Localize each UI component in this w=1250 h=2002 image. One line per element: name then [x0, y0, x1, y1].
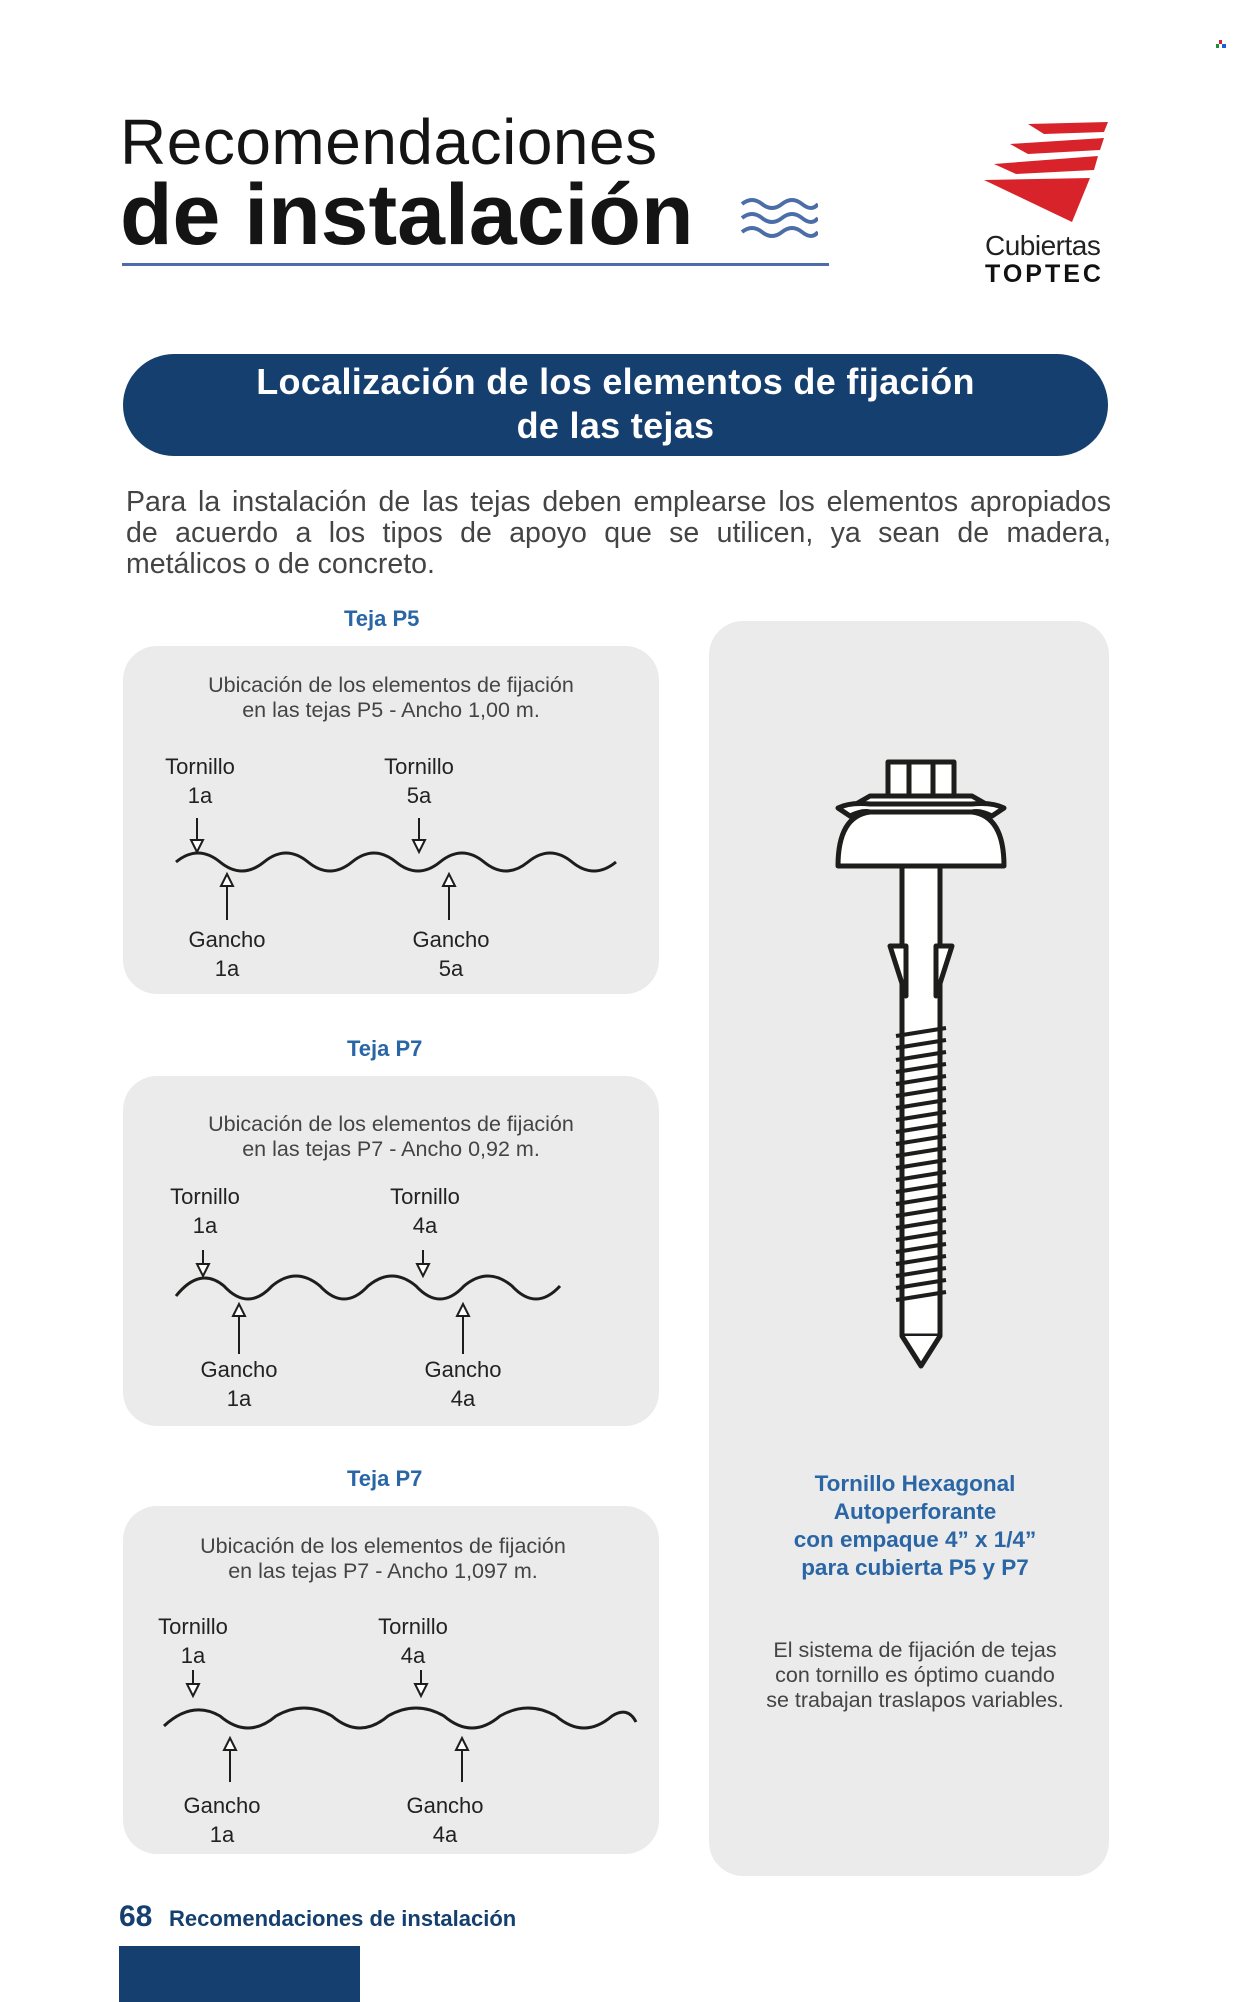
panel-caption — [123, 673, 659, 723]
down-arrow-icon — [187, 1670, 199, 1696]
hook-label-text: Gancho — [183, 1793, 261, 1818]
screw-code: 1a — [192, 1213, 218, 1238]
up-arrow-icon — [224, 1738, 236, 1782]
down-arrow-icon — [191, 818, 203, 852]
screw-label-a — [145, 1182, 265, 1240]
title-underline — [122, 263, 829, 266]
down-arrow-icon — [415, 1670, 427, 1696]
screw-description — [720, 1638, 1110, 1713]
screw-label-text: Tornillo — [170, 1184, 240, 1209]
screw-code: 1a — [180, 1643, 206, 1668]
hook-label-text: Gancho — [424, 1357, 502, 1382]
down-arrow-icon — [417, 1250, 429, 1276]
section-title-p5: Teja P5 — [344, 606, 420, 631]
page-number: 68 — [119, 1900, 153, 1933]
color-mark-icon — [1216, 40, 1226, 48]
screw-label-text: Tornillo — [158, 1614, 228, 1639]
hook-label-text: Gancho — [412, 927, 490, 952]
caption-line-1: Ubicación de los elementos de fijación — [200, 1534, 566, 1558]
panel-caption — [123, 1112, 659, 1162]
hook-label-b — [403, 1355, 523, 1413]
hook-label-b — [385, 1791, 505, 1849]
screw-title — [709, 1470, 1121, 1582]
section-title-p7-a: Teja P7 — [347, 1036, 423, 1061]
screw-label-b — [359, 752, 479, 810]
screw-label-b — [365, 1182, 485, 1240]
title-line-2: de instalación — [120, 167, 694, 263]
screw-label-a — [140, 752, 260, 810]
screw-label-a — [133, 1612, 253, 1670]
hook-label-text: Gancho — [188, 927, 266, 952]
up-arrow-icon — [457, 1304, 469, 1354]
tile-profile-p7-b — [158, 1670, 648, 1784]
hook-code: 1a — [226, 1386, 252, 1411]
screw-label-text: Tornillo — [378, 1614, 448, 1639]
tile-profile-p5 — [170, 812, 620, 922]
caption-line-1: Ubicación de los elementos de fijación — [208, 673, 574, 697]
caption-line-1: Ubicación de los elementos de fijación — [208, 1112, 574, 1136]
hook-code: 4a — [450, 1386, 476, 1411]
up-arrow-icon — [233, 1304, 245, 1354]
hook-label-b — [391, 925, 511, 983]
footer-bar — [119, 1946, 360, 2002]
caption-line-2: en las tejas P7 - Ancho 0,92 m. — [242, 1137, 540, 1161]
caption-line-2: en las tejas P7 - Ancho 1,097 m. — [228, 1559, 538, 1583]
title-line-1: Recomendaciones — [120, 106, 658, 178]
screw-title-line: para cubierta P5 y P7 — [801, 1555, 1029, 1580]
footer-title: Recomendaciones de instalación — [169, 1906, 517, 1931]
banner-line-1: Localización de los elementos de fijación — [256, 361, 975, 402]
screw-code: 5a — [406, 783, 432, 808]
section-title-p7-b: Teja P7 — [347, 1466, 423, 1491]
screw-label-text: Tornillo — [384, 754, 454, 779]
up-arrow-icon — [456, 1738, 468, 1782]
hook-code: 5a — [438, 956, 464, 981]
down-arrow-icon — [197, 1250, 209, 1276]
panel-caption — [115, 1534, 651, 1584]
down-arrow-icon — [413, 818, 425, 852]
tile-profile-p7-a — [170, 1246, 570, 1356]
section-banner — [123, 354, 1108, 456]
screw-code: 4a — [400, 1643, 426, 1668]
screw-label-b — [353, 1612, 473, 1670]
logo-name: Cubiertas — [985, 230, 1101, 261]
hook-code: 1a — [209, 1822, 235, 1847]
screw-desc-line: con tornillo es óptimo cuando — [775, 1663, 1055, 1687]
waves-icon — [740, 196, 818, 244]
intro-paragraph: Para la instalación de las tejas deben emplearse los elementos apropiados de acuerdo a los tipos de apoyo que se utilicen, ya sean de madera, metálicos o de concreto. — [126, 486, 1111, 580]
hook-label-a — [179, 1355, 299, 1413]
screw-code: 4a — [412, 1213, 438, 1238]
hook-code: 4a — [432, 1822, 458, 1847]
up-arrow-icon — [443, 874, 455, 920]
screw-desc-line: se trabajan traslapos variables. — [766, 1688, 1064, 1712]
screw-title-line: Tornillo Hexagonal — [814, 1471, 1016, 1496]
screw-code: 1a — [187, 783, 213, 808]
hook-label-text: Gancho — [406, 1793, 484, 1818]
banner-line-2: de las tejas — [516, 405, 715, 446]
hook-label-text: Gancho — [200, 1357, 278, 1382]
up-arrow-icon — [221, 874, 233, 920]
logo-brand: TOPTEC — [985, 260, 1104, 288]
hex-screw-icon — [830, 756, 1012, 1426]
screw-title-line: con empaque 4” x 1/4” — [793, 1527, 1037, 1552]
screw-label-text: Tornillo — [165, 754, 235, 779]
screw-title-line: Autoperforante — [833, 1499, 997, 1524]
caption-line-2: en las tejas P5 - Ancho 1,00 m. — [242, 698, 540, 722]
hook-label-a — [162, 1791, 282, 1849]
hook-label-a — [167, 925, 287, 983]
screw-desc-line: El sistema de fijación de tejas — [773, 1638, 1057, 1662]
hook-code: 1a — [214, 956, 240, 981]
screw-label-text: Tornillo — [390, 1184, 460, 1209]
